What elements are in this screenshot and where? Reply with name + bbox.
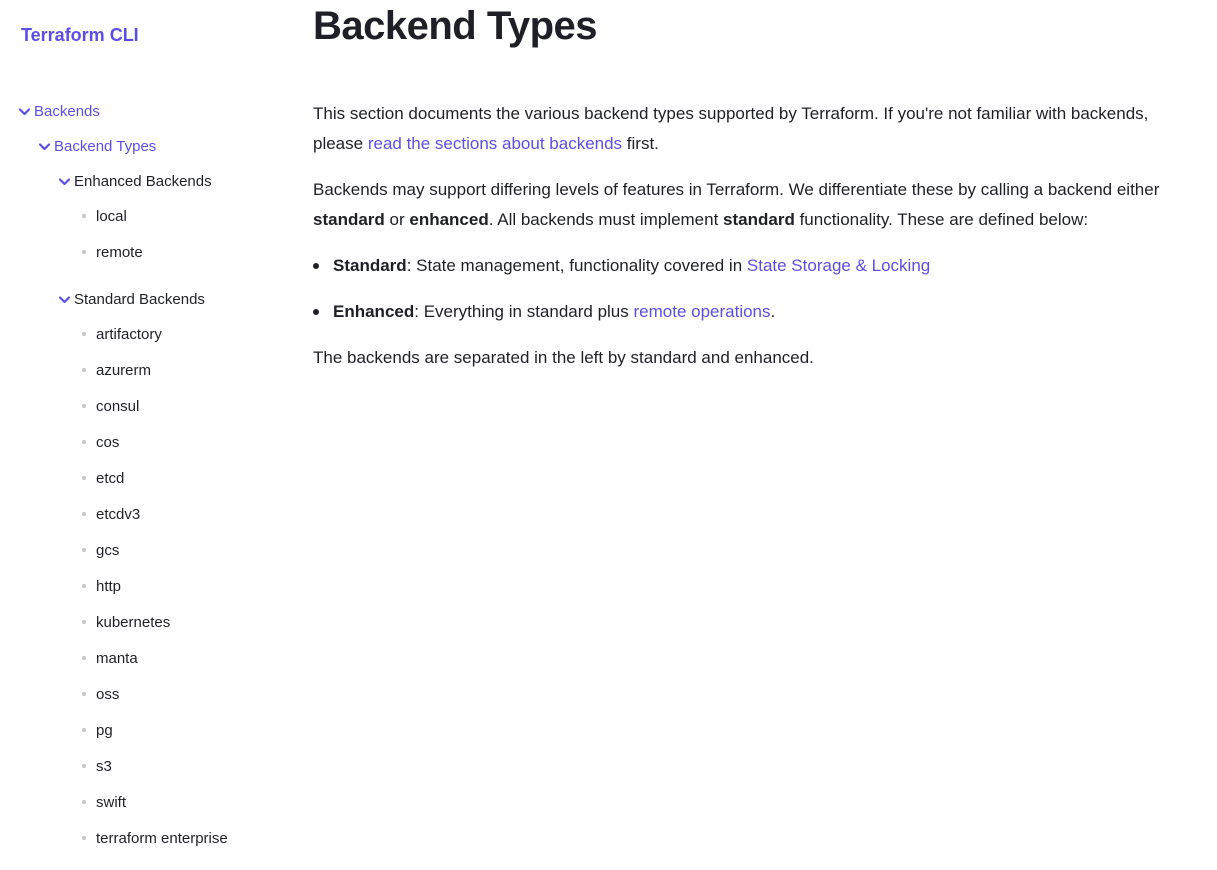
paragraph-text: or <box>384 210 410 229</box>
sidebar-item-label: manta <box>96 649 138 667</box>
bullet-dot-icon <box>82 728 86 732</box>
sidebar-item-label: etcdv3 <box>96 505 141 523</box>
sidebar-item-label: cos <box>96 433 120 451</box>
sidebar-item-http[interactable] <box>82 575 121 597</box>
sidebar-item-label: Backends <box>34 102 100 120</box>
sidebar-item-label: pg <box>96 721 113 739</box>
sidebar-item-label: azurerm <box>96 361 152 379</box>
sidebar-item-label: Backend Types <box>54 137 157 155</box>
sidebar-item-backend-types[interactable] <box>38 135 156 157</box>
bold-term: standard <box>313 210 385 229</box>
bold-term: enhanced <box>409 210 489 229</box>
backends-docs-link[interactable]: read the sections about backends <box>367 134 623 153</box>
sidebar-item-label: kubernetes <box>96 613 171 631</box>
product-title-link[interactable]: Terraform CLI <box>21 25 139 45</box>
bullet-dot-icon <box>82 404 86 408</box>
sidebar-item-remote[interactable] <box>82 241 143 263</box>
paragraph-text: first. <box>622 134 659 153</box>
bullet-dot-icon <box>82 368 86 372</box>
sidebar-item-gcs[interactable] <box>82 539 119 561</box>
bullet-icon <box>313 309 319 315</box>
bullet-dot-icon <box>82 836 86 840</box>
sidebar-item-label: artifactory <box>96 325 162 343</box>
sidebar-item-label: http <box>96 577 122 595</box>
remote-operations-link[interactable]: remote operations <box>633 302 771 321</box>
list-item-standard <box>333 251 1173 281</box>
sidebar-item-label: etcd <box>96 469 125 487</box>
sidebar-item-label: consul <box>96 397 140 415</box>
sidebar-item-label: Enhanced Backends <box>74 172 212 190</box>
list-item-text: . <box>770 302 776 321</box>
sidebar-item-etcd[interactable] <box>82 467 124 489</box>
bold-term: Standard <box>333 256 407 275</box>
sidebar-item-standard-backends[interactable] <box>58 288 205 310</box>
sidebar-item-terraform-enterprise[interactable] <box>82 827 228 849</box>
sidebar-item-artifactory[interactable] <box>82 323 162 345</box>
paragraph-text: This section documents the various backend types supported by Terraform. If you're not familiar with backends, please <box>313 104 1149 153</box>
sidebar-item-cos[interactable] <box>82 431 119 453</box>
paragraph-text: Backends may support differing levels of features in Terraform. We differentiate these by calling a backend either <box>313 180 1160 199</box>
bullet-dot-icon <box>82 476 86 480</box>
list-item-text: : Everything in standard plus <box>414 302 634 321</box>
sidebar-item-label: terraform enterprise <box>96 829 228 847</box>
chevron-down-icon <box>58 293 71 306</box>
summary-paragraph: The backends are separated in the left by standard and enhanced. <box>313 348 814 367</box>
sidebar-item-label: swift <box>96 793 126 811</box>
bullet-dot-icon <box>82 440 86 444</box>
bullet-dot-icon <box>82 620 86 624</box>
bold-term: standard <box>723 210 795 229</box>
features-paragraph <box>313 175 1173 235</box>
bold-term: Enhanced <box>333 302 415 321</box>
sidebar-item-label: gcs <box>96 541 120 559</box>
sidebar-item-azurerm[interactable] <box>82 359 151 381</box>
bullet-icon <box>313 263 319 269</box>
sidebar-item-s3[interactable] <box>82 755 112 777</box>
sidebar-item-swift[interactable] <box>82 791 126 813</box>
list-item-text: : State management, functionality covered in <box>406 256 747 275</box>
sidebar-item-label: local <box>96 207 127 225</box>
bullet-dot-icon <box>82 512 86 516</box>
sidebar-item-local[interactable] <box>82 205 127 227</box>
sidebar-item-label: remote <box>96 243 143 261</box>
bullet-dot-icon <box>82 800 86 804</box>
sidebar-item-kubernetes[interactable] <box>82 611 170 633</box>
page-title: Backend Types <box>313 4 597 48</box>
sidebar-nav <box>0 0 290 870</box>
sidebar-item-consul[interactable] <box>82 395 139 417</box>
state-storage-link[interactable]: State Storage & Locking <box>746 256 931 275</box>
bullet-dot-icon <box>82 764 86 768</box>
bullet-dot-icon <box>82 214 86 218</box>
chevron-down-icon <box>38 140 51 153</box>
bullet-dot-icon <box>82 584 86 588</box>
intro-paragraph <box>313 99 1173 159</box>
chevron-down-icon <box>58 175 71 188</box>
sidebar-item-pg[interactable] <box>82 719 113 741</box>
bullet-dot-icon <box>82 548 86 552</box>
sidebar-item-label: oss <box>96 685 120 703</box>
chevron-down-icon <box>18 105 31 118</box>
sidebar-item-label: Standard Backends <box>74 290 205 308</box>
paragraph-text: functionality. These are defined below: <box>794 210 1089 229</box>
list-item-enhanced <box>333 297 1173 327</box>
bullet-dot-icon <box>82 250 86 254</box>
sidebar-item-enhanced-backends[interactable] <box>58 170 212 192</box>
sidebar-item-etcdv3[interactable] <box>82 503 140 525</box>
bullet-dot-icon <box>82 656 86 660</box>
sidebar-item-oss[interactable] <box>82 683 119 705</box>
bullet-dot-icon <box>82 692 86 696</box>
sidebar-item-label: s3 <box>96 757 112 775</box>
sidebar-item-manta[interactable] <box>82 647 138 669</box>
sidebar-item-backends[interactable] <box>18 100 100 122</box>
bullet-dot-icon <box>82 332 86 336</box>
paragraph-text: . All backends must implement <box>488 210 724 229</box>
